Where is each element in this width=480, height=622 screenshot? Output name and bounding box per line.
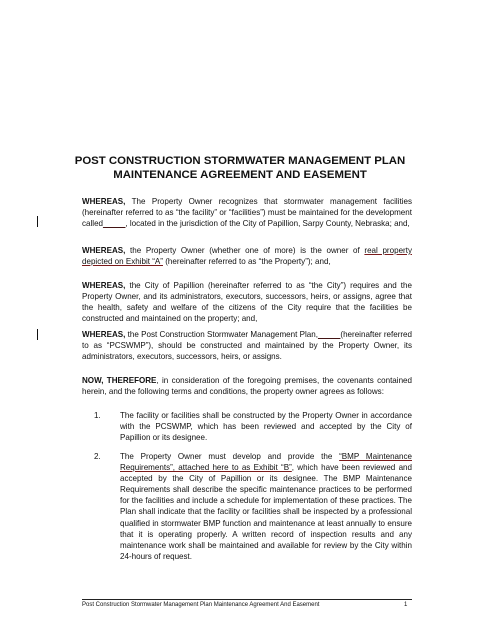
- paragraph-text: , in consideration of the foregoing premises, the covenants contained herein, and the following terms and conditions, the property owner agrees as follows:: [82, 376, 412, 397]
- now-therefore-label: NOW, THEREFORE: [82, 376, 157, 385]
- whereas-paragraph-1: [82, 196, 412, 229]
- document-title-line-2: MAINTENANCE AGREEMENT AND EASEMENT: [113, 169, 367, 181]
- paragraph-text: the City of Papillion (hereinafter referred to as “the City”) requires and the Property Owner, and its administrators, executors, successors, heirs, or assigns, agree that the health, safety and welfare of the citizens of the City require that the facilities be constructed and maintained on the property; and,: [82, 281, 412, 324]
- now-therefore-paragraph: [82, 375, 412, 397]
- list-item-text: The facility or facilities shall be constructed by the Property Owner in accordance with the PCSWMP, which has been reviewed and accepted by the City of Papillion or its designee.: [120, 411, 412, 443]
- paragraph-text: (hereinafter referred to as “PCSWMP”), should be constructed and maintained by the Property Owner, its administrators, executors, successors, heirs, or assigns.: [82, 330, 413, 362]
- plan-name-blank: _____: [318, 330, 341, 339]
- whereas-label: WHEREAS,: [82, 281, 126, 290]
- whereas-paragraph-4: [82, 329, 412, 362]
- list-number: 2.: [94, 452, 101, 461]
- exhibit-a-reference: real property depicted on Exhibit “A”: [82, 246, 412, 267]
- whereas-label: WHEREAS,: [82, 330, 126, 339]
- paragraph-text: the Post Construction Stormwater Management Plan,: [125, 330, 318, 339]
- paragraph-text: (hereinafter referred to as “the Property”); and,: [162, 257, 331, 267]
- whereas-label: WHEREAS,: [82, 246, 126, 255]
- whereas-paragraph-3: [82, 280, 412, 324]
- revision-change-bar: [37, 329, 38, 340]
- exhibit-b-reference: “BMP Maintenance Requirements”, attached here to as Exhibit “B”: [120, 452, 412, 473]
- whereas-label: WHEREAS,: [82, 197, 126, 206]
- paragraph-text: the Property Owner (whether one of more) is the owner of: [125, 246, 365, 255]
- list-item-text: [120, 451, 412, 562]
- development-name-blank: _____: [103, 219, 126, 229]
- paragraph-text: , which have been reviewed and accepted by the City of Papillion or its designee. The BMP Maintenance Requirements shall describe the specific maintenance practices to be performed for the facilities and include a schedule for implementation of these practices. The Plan shall indicate that the facility or facilities shall be inspected by a professional qualified in stormwater BMP function and maintenance at least annually to ensure that it is operating properly. A written record of inspection results and any maintenance work shall be maintained and available for review by the City within 24-hours of request.: [120, 463, 412, 561]
- footer-page-number: 1: [404, 602, 408, 608]
- footer-document-title: Post Construction Stormwater Management Plan Maintenance Agreement And Easement: [82, 602, 320, 608]
- revision-change-bar: [37, 216, 38, 227]
- document-title-line-1: POST CONSTRUCTION STORMWATER MANAGEMENT PLAN: [74, 155, 406, 167]
- whereas-paragraph-2: [82, 245, 412, 267]
- paragraph-text: The Property Owner recognizes that stormwater management facilities (hereinafter referred to as “the facility” or “facilities”) must be maintained for the development called: [82, 197, 412, 229]
- list-number: 1.: [94, 411, 101, 420]
- footer-divider: [82, 599, 412, 600]
- paragraph-text: The Property Owner must develop and provide the: [120, 452, 340, 461]
- paragraph-text: , located in the jurisdiction of the City of Papillion, Sarpy County, Nebraska; and,: [125, 219, 410, 229]
